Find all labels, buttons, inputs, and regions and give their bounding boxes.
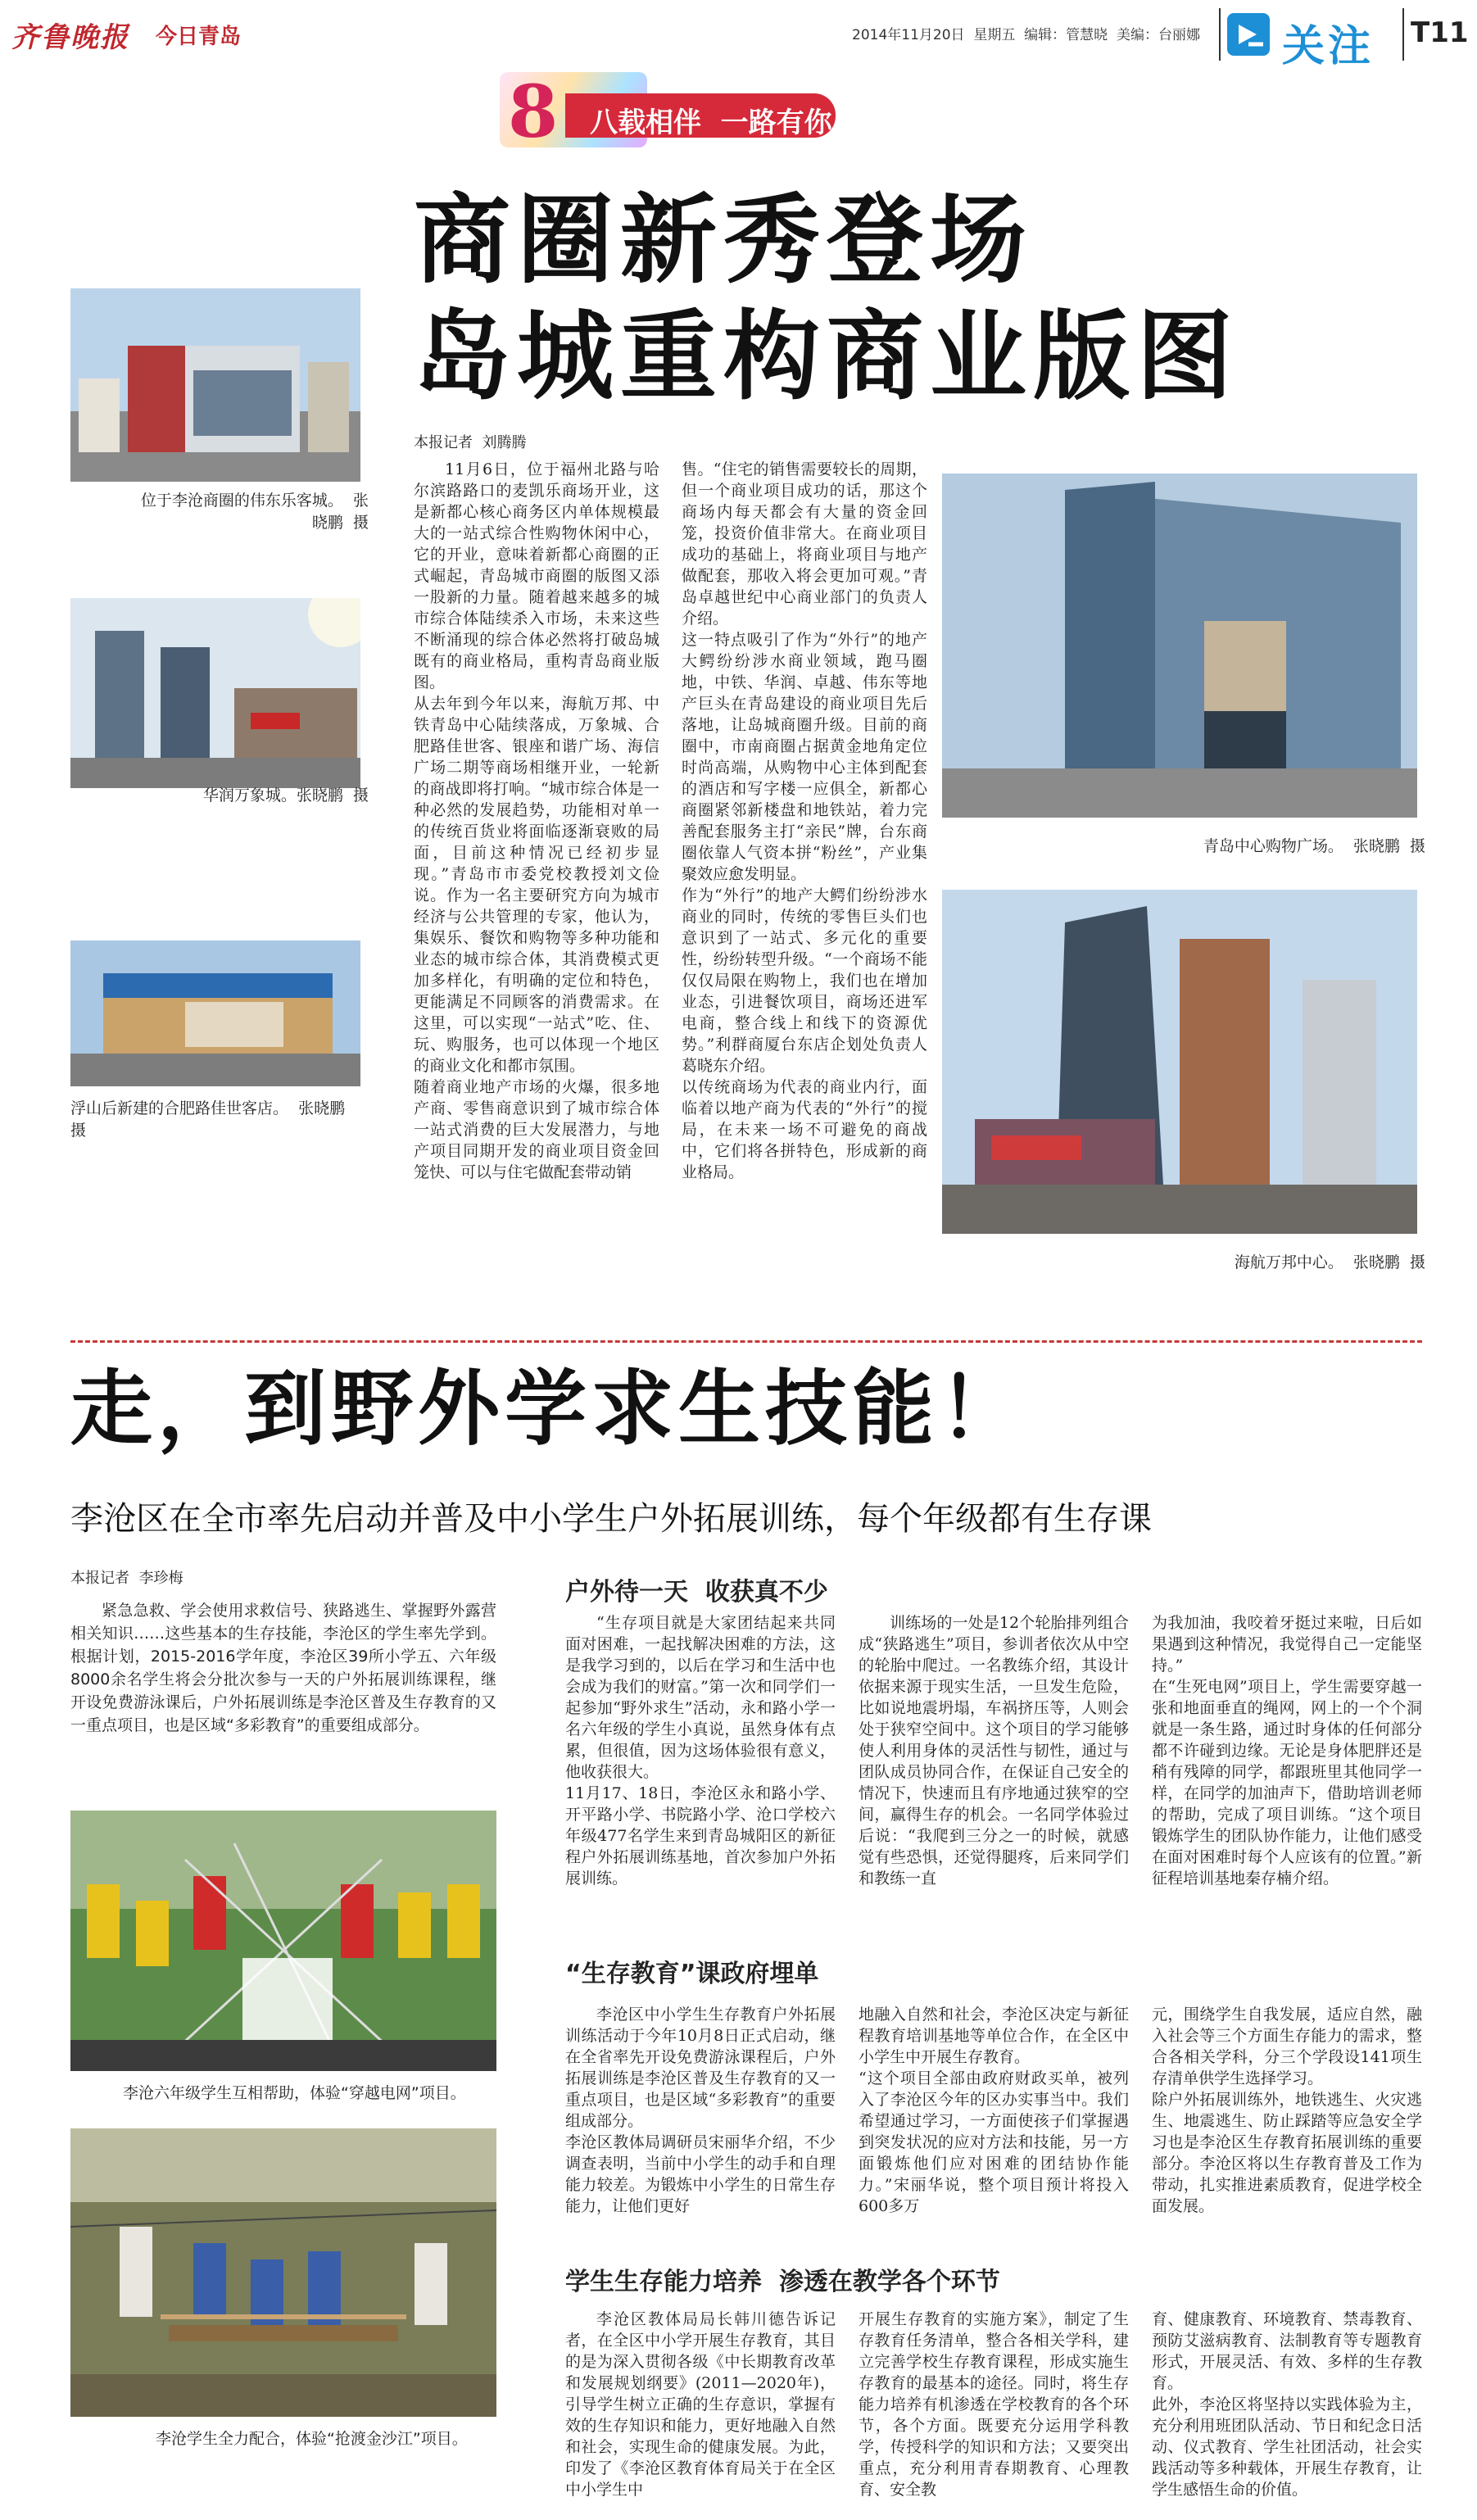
photo-mixc <box>70 598 360 788</box>
s3c1-text: 李沧区教体局局长韩川德告诉记者，在全区中小学开展生存教育，其目的是为深入贯彻各级《中长期教育改革和发展规划纲要》(2011—2020年)，引导学生树立正确的生存意识，掌握有效的生存知识和能力，更好地融入自然和社会，实现生命的健康发展。为此，印发了《李沧区教育体育局关于在全区中小学生中 <box>565 2310 836 2499</box>
photo-qingdao-center <box>942 474 1417 818</box>
article1-headline-line2: 岛城重构商业版图 <box>414 300 1240 413</box>
s3-column-3 <box>1152 2309 1422 2509</box>
section-name: 今日青岛 <box>156 25 242 49</box>
s1-column-3 <box>1152 1612 1422 1989</box>
photo-hna-wanbang <box>942 890 1417 1234</box>
s1c2-text: 训练场的一处是12个轮胎排列组合成“狭路逃生”项目，参训者依次从中空的轮胎中爬过。一名教练介绍，其设计依据来源于现实生活，一旦发生危险，比如说地震坍塌，车祸挤压等，人则会处于狭窄空间中。这个项目的学习能够使人利用身体的灵活性与韧性，通过与团队成员协同合作，在保证自己安全的情况下，快速而且有序地通过狭窄的空间，赢得生存的机会。一名同学体验过后说：“我爬到三分之一的时候，就感觉有些恐惧，还觉得腿疼，后来同学们和教练一直 <box>859 1614 1129 1888</box>
caption-jinsha: 李沧学生全力配合，体验“抢渡金沙江”项目。 <box>156 2430 468 2448</box>
header-vrule <box>1219 8 1221 61</box>
caption-hna: 海航万邦中心。 张晓鹏 摄 <box>1234 1253 1425 1271</box>
article1-col1-text: 11月6日，位于福州北路与哈尔滨路路口的麦凯乐商场开业，这是新都心核心商务区内单体规模最大的一站式综合性购物休闲中心，它的开业，意味着新都心商圈的正式崛起，青岛城市商圈的版图又添一股新的力量。随着越来越多的城市综合体陆续杀入市场，未来这些不断涌现的综合体必然将打破岛城既有的商业格局，重构青岛商业版图。 从去年到今年以来，海航万邦、中铁青岛中心陆续落成，万象城、合肥路佳世客、银座和谐广场、海信广场二期等商场相继开业，一轮新的商战即将打响。“城市综合体是一种必然的发展趋势，功能相对单一的传统百货业将面临逐渐衰败的局面，目前这种情况已经初步显现。”青岛市市委党校教授刘文俭说。作为一名主要研究方向为城市经济与公共管理的专家，他认为，集娱乐、餐饮和购物等多种功能和业态的城市综合体，其消费模式更加多样化，有明确的定位和特色，更能满足不同顾客的消费需求。在这里，可以实现“一站式”吃、住、玩、购服务，也可以体现一个地区的商业文化和都市氛围。 随着商业地产市场的火爆，很多地产商、零售商意识到了城市综合体一站式消费的巨大发展潜力，与地产项目同期开发的商业项目资金回笼快、可以与住宅做配套带动销 <box>414 460 659 1181</box>
s3-column-2 <box>859 2309 1129 2509</box>
article2-subheadline: 李沧区在全市率先启动并普及中小学生户外拓展训练，每个年级都有生存课 <box>70 1500 1152 1538</box>
article2-headline: 走，到野外学求生技能！ <box>70 1361 1026 1457</box>
header-meta: 2014年11月20日 星期五 编辑：管慧晓 美编：台丽娜 <box>852 27 1200 43</box>
s1c1-text: “生存项目就是大家团结起来共同面对困难，一起找解决困难的方法，这是我学习到的，以后在学习和生活中也会成为我们的财富。”第一次和同学们一起参加“野外求生”活动，永和路小学一名六年级的学生小真说，虽然身体有点累，但很值，因为这场体验很有意义，他收获很大。 11月17、18日，李沧区永和路小学、开平路小学、书院路小学、沧口学校六年级477名学生来到青岛城阳区的新征程户外拓展训练基地，首次参加户外拓展训练。 <box>565 1614 836 1888</box>
header-vrule-2 <box>1402 8 1404 61</box>
subhead-government-pays: “生存教育”课政府埋单 <box>565 1960 819 1988</box>
s3c2-text: 开展生存教育的实施方案》，制定了生存教育任务清单，整合各相关学科，建立完善学校生存教育课程，形成实施生存教育的最基本的途径。同时，将生存能力培养有机渗透在学校教育的各个环节，各个方面。既要充分运用学科教学，传授科学的知识和方法；又要突出重点，充分利用青春期教育、心理教育、安全教 <box>859 2310 1129 2499</box>
s3c3-text: 育、健康教育、环境教育、禁毒教育、预防艾滋病教育、法制教育等专题教育形式，开展灵活、有效、多样的生存教育。 此外，李沧区将坚持以实践体验为主，充分利用班团队活动、节日和纪念日活动、仪式教育、学生社团活动，社会实践活动等多种载体，开展生存教育，让学生感悟生命的价值。 <box>1152 2310 1422 2499</box>
subhead-outdoor-day: 户外待一天 收获真不少 <box>565 1578 828 1607</box>
banner-slogan: 八载相伴 一路有你 <box>590 107 832 139</box>
newspaper-logo: 齐鲁晚报 <box>11 21 129 54</box>
photo-jinsha-river <box>70 2128 496 2417</box>
s2-column-2 <box>859 2004 1129 2241</box>
article2-lead-text: 紧急急救、学会使用求救信号、狭路逃生、掌握野外露营相关知识……这些基本的生存技能，李沧区的学生率先学到。根据计划，2015-2016学年度，李沧区39所小学五、六年级8000余名学生将会分批次参与一天的户外拓展训练课程，继开设免费游泳课后，户外拓展训练是李沧区普及生存教育的又一重点项目，也是区域“多彩教育”的重要组成部分。 <box>70 1602 496 1734</box>
article1-headline-line1: 商圈新秀登场 <box>414 184 1034 297</box>
article1-column-1 <box>414 459 659 1319</box>
article1-byline: 本报记者 刘腾腾 <box>414 434 527 451</box>
s1-column-1 <box>565 1612 836 1989</box>
s2-column-3 <box>1152 2004 1422 2241</box>
caption-mixc: 华润万象城。张晓鹏 摄 <box>202 786 369 804</box>
photo-jusco-hefei-road <box>70 940 360 1086</box>
article1-column-2 <box>682 459 927 1319</box>
subhead-ability-training: 学生生存能力培养 渗透在教学各个环节 <box>565 2268 1000 2296</box>
s2-column-1 <box>565 2004 836 2241</box>
s2c2-text: 地融入自然和社会，李沧区决定与新征程教育培训基地等单位合作，在全区中小学生中开展生存教育。 “这个项目全部由政府财政买单，被列入了李沧区今年的区办实事当中。我们希望通过学习，一方面使孩子们掌握遇到突发状况的应对方法和技能，另一方面锻炼他们应对困难的团结协作能力。”宋丽华说，整个项目预计将投入600多万 <box>859 2006 1129 2215</box>
banner-number: 8 <box>508 69 559 154</box>
s3-column-1 <box>565 2309 836 2509</box>
s1-column-2 <box>859 1612 1129 1989</box>
caption-weidong: 位于李沧商圈的伟东乐客城。 张晓鹏 摄 <box>140 492 369 532</box>
caption-jusco: 浮山后新建的合肥路佳世客店。 张晓鹏 摄 <box>70 1099 356 1140</box>
article2-byline: 本报记者 李珍梅 <box>70 1570 183 1587</box>
s2c3-text: 元，围绕学生自我发展，适应自然，融入社会等三个方面生存能力的需求，整合各相关学科，分三个学段设141项生存清单供学生选择学习。 除户外拓展训练外，地铁逃生、火灾逃生、地震逃生、防止踩踏等应急安全学习也是李沧区生存教育拓展训练的重要部分。李沧区将以生存教育普及工作为带动，扎实推进素质教育，促进学校全面发展。 <box>1152 2006 1422 2215</box>
caption-qingdao-center: 青岛中心购物广场。 张晓鹏 摄 <box>1203 837 1425 855</box>
section-separator <box>70 1340 1422 1343</box>
focus-arrow-icon <box>1227 13 1270 56</box>
article1-col2-text: 售。“住宅的销售需要较长的周期，但一个商业项目成功的话，那这个商场内每天都会有大量的资金回笼，投资价值非常大。在商业项目成功的基础上，将商业项目与地产做配套，那收入将会更加可观。”青岛卓越世纪中心商业部门的负责人介绍。 这一特点吸引了作为“外行”的地产大鳄纷纷涉水商业领域，跑马圈地，中铁、华润、卓越、伟东等地产巨头在青岛建设的商业项目先后落地，让岛城商圈升级。目前的商圈中，市南商圈占据黄金地角定位时尚高端，从购物中心主体到配套的酒店和写字楼一应俱全，新都心商圈紧邻新楼盘和地铁站，着力完善配套服务主打“亲民”牌，台东商圈依靠人气资本拼“粉丝”，产业集聚效应愈发明显。 作为“外行”的地产大鳄们纷纷涉水商业的同时，传统的零售巨头们也意识到了一站式、多元化的重要性，纷纷转型升级。“一个商场不能仅仅局限在购物上，我们也在增加业态，引进餐饮项目，商场还进军电商，整合线上和线下的资源优势。”利群商厦台东店企划处负责人葛晓东介绍。 以传统商场为代表的商业内行，面临着以地产商为代表的“外行”的搅局，在未来一场不可避免的商战中，它们将各拼特色，形成新的商业格局。 <box>682 460 927 1181</box>
page-number: T11 <box>1411 16 1469 49</box>
article2-lead <box>70 1599 496 1747</box>
s2c1-text: 李沧区中小学生生存教育户外拓展训练活动于今年10月8日正式启动，继在全省率先开设免费游泳课程后，户外拓展训练是李沧区普及生存教育的又一重点项目，也是区域“多彩教育”的重要组成部分。 李沧区教体局调研员宋丽华介绍，不少调查表明，当前中小学生的动手和自理能力较差。为锻炼中小学生的日常生存能力，让他们更好 <box>565 2006 836 2215</box>
photo-weidong-mall <box>70 288 360 482</box>
s1c3-text: 为我加油，我咬着牙挺过来啦，日后如果遇到这种情况，我觉得自己一定能坚持。” 在“生死电网”项目上，学生需要穿越一张和地面垂直的绳网，网上的一个个洞就是一条生路，通过时身体的任何部分都不许碰到边缘。无论是身体肥胖还是稍有残障的同学，都跟班里其他同学一样，在同学的加油声下，借助培训老师的帮助，完成了项目训练。“这个项目锻炼学生的团队协作能力，让他们感受在面对困难时每个人应该有的位置。”新征程培训基地秦存楠介绍。 <box>1152 1614 1422 1888</box>
caption-electric-net: 李沧六年级学生互相帮助，体验“穿越电网”项目。 <box>123 2084 466 2102</box>
anniversary-banner <box>492 69 999 154</box>
photo-electric-net <box>70 1811 496 2071</box>
masthead <box>0 0 1477 71</box>
column-name: 关注 <box>1282 22 1375 71</box>
